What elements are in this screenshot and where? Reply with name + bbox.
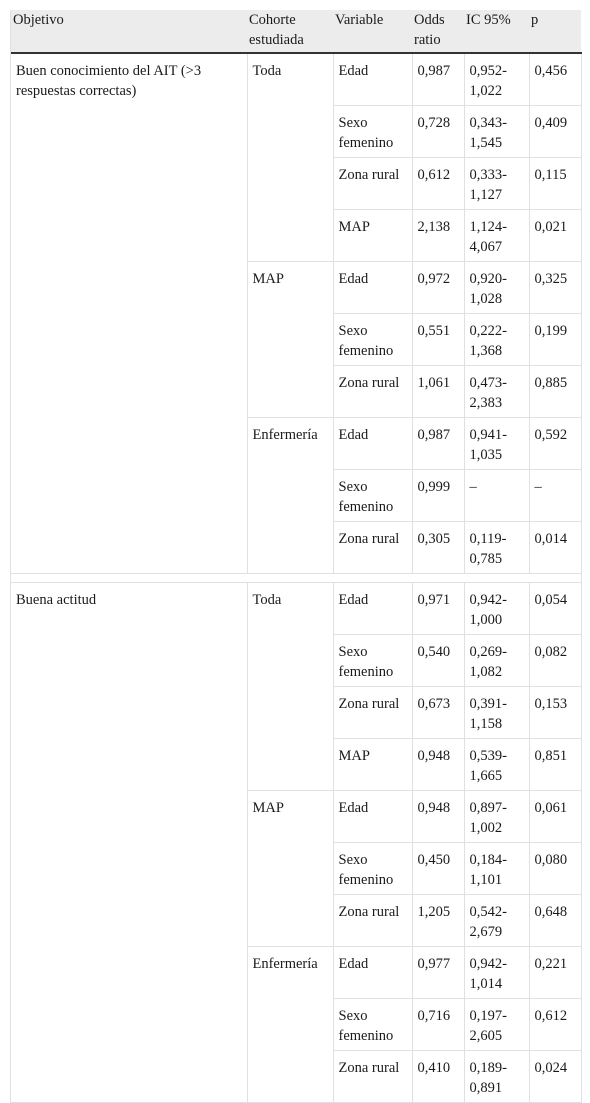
header-objetivo: Objetivo <box>11 10 247 53</box>
p-value-cell: 0,082 <box>529 635 581 687</box>
ic-95-cell: 0,197-2,605 <box>464 999 529 1051</box>
odds-ratio-cell: 0,971 <box>412 583 464 635</box>
header-odds-ratio: Odds ratio <box>412 10 464 53</box>
p-value-cell: 0,061 <box>529 791 581 843</box>
p-value-cell: 0,153 <box>529 687 581 739</box>
p-value-cell: 0,221 <box>529 947 581 999</box>
p-value-cell: 0,115 <box>529 158 581 210</box>
p-value-cell: 0,409 <box>529 106 581 158</box>
odds-ratio-cell: 0,948 <box>412 791 464 843</box>
ic-95-cell: 0,119-0,785 <box>464 522 529 574</box>
variable-cell: Zona rural <box>333 895 412 947</box>
odds-ratio-cell: 0,410 <box>412 1051 464 1103</box>
cohorte-cell: Toda <box>247 53 333 262</box>
ic-95-cell: 0,391-1,158 <box>464 687 529 739</box>
odds-ratio-cell: 0,987 <box>412 53 464 106</box>
cohorte-cell: MAP <box>247 262 333 418</box>
odds-ratio-cell: 0,728 <box>412 106 464 158</box>
p-value-cell: 0,014 <box>529 522 581 574</box>
odds-ratio-cell: 0,716 <box>412 999 464 1051</box>
ic-95-cell: 0,189-0,891 <box>464 1051 529 1103</box>
variable-cell: Edad <box>333 583 412 635</box>
header-p: p <box>529 10 581 53</box>
ic-95-cell: 0,473-2,383 <box>464 366 529 418</box>
header-cohorte: Cohorte estudiada <box>247 10 333 53</box>
odds-ratio-cell: 2,138 <box>412 210 464 262</box>
ic-95-cell: 0,222-1,368 <box>464 314 529 366</box>
variable-cell: MAP <box>333 739 412 791</box>
variable-cell: Zona rural <box>333 366 412 418</box>
ic-95-cell: 0,897-1,002 <box>464 791 529 843</box>
odds-ratio-cell: 0,540 <box>412 635 464 687</box>
variable-cell: Zona rural <box>333 687 412 739</box>
variable-cell: Sexo femenino <box>333 106 412 158</box>
ic-95-cell: 0,343-1,545 <box>464 106 529 158</box>
ic-95-cell: 0,269-1,082 <box>464 635 529 687</box>
variable-cell: Sexo femenino <box>333 843 412 895</box>
table-row <box>11 53 581 106</box>
variable-cell: Sexo femenino <box>333 314 412 366</box>
odds-ratio-cell: 0,972 <box>412 262 464 314</box>
variable-cell: Edad <box>333 947 412 999</box>
odds-ratio-cell: 0,305 <box>412 522 464 574</box>
variable-cell: Edad <box>333 791 412 843</box>
odds-ratio-cell: 0,612 <box>412 158 464 210</box>
header-variable: Variable <box>333 10 412 53</box>
odds-ratio-cell: 0,977 <box>412 947 464 999</box>
ic-95-cell: – <box>464 470 529 522</box>
objetivo-cell: Buena actitud <box>11 583 247 1103</box>
odds-ratio-cell: 0,999 <box>412 470 464 522</box>
cohorte-cell: Toda <box>247 583 333 791</box>
p-value-cell: 0,021 <box>529 210 581 262</box>
ic-95-cell: 0,542-2,679 <box>464 895 529 947</box>
cohorte-cell: MAP <box>247 791 333 947</box>
variable-cell: Sexo femenino <box>333 999 412 1051</box>
cohorte-cell: Enfermería <box>247 418 333 574</box>
cohorte-cell: Enfermería <box>247 947 333 1103</box>
ic-95-cell: 0,184-1,101 <box>464 843 529 895</box>
variable-cell: Zona rural <box>333 158 412 210</box>
odds-ratio-table <box>11 10 582 1103</box>
p-value-cell: 0,054 <box>529 583 581 635</box>
ic-95-cell: 0,942-1,000 <box>464 583 529 635</box>
variable-cell: Edad <box>333 53 412 106</box>
table-header-row <box>11 10 581 53</box>
variable-cell: Edad <box>333 418 412 470</box>
objetivo-cell: Buen conocimiento del AIT (>3 respuestas correctas) <box>11 53 247 574</box>
ic-95-cell: 0,333-1,127 <box>464 158 529 210</box>
p-value-cell: 0,325 <box>529 262 581 314</box>
p-value-cell: 0,456 <box>529 53 581 106</box>
odds-ratio-cell: 1,205 <box>412 895 464 947</box>
odds-ratio-cell: 0,551 <box>412 314 464 366</box>
p-value-cell: 0,648 <box>529 895 581 947</box>
results-table-container <box>10 10 581 1103</box>
odds-ratio-cell: 0,673 <box>412 687 464 739</box>
ic-95-cell: 1,124-4,067 <box>464 210 529 262</box>
table-body <box>11 53 581 1103</box>
p-value-cell: 0,851 <box>529 739 581 791</box>
header-ic-95: IC 95% <box>464 10 529 53</box>
p-value-cell: – <box>529 470 581 522</box>
variable-cell: Sexo femenino <box>333 470 412 522</box>
variable-cell: Zona rural <box>333 522 412 574</box>
ic-95-cell: 0,942-1,014 <box>464 947 529 999</box>
ic-95-cell: 0,539-1,665 <box>464 739 529 791</box>
p-value-cell: 0,592 <box>529 418 581 470</box>
p-value-cell: 0,885 <box>529 366 581 418</box>
variable-cell: MAP <box>333 210 412 262</box>
table-row <box>11 583 581 635</box>
ic-95-cell: 0,941-1,035 <box>464 418 529 470</box>
ic-95-cell: 0,920-1,028 <box>464 262 529 314</box>
odds-ratio-cell: 0,450 <box>412 843 464 895</box>
group-separator <box>11 574 581 583</box>
variable-cell: Sexo femenino <box>333 635 412 687</box>
ic-95-cell: 0,952-1,022 <box>464 53 529 106</box>
odds-ratio-cell: 1,061 <box>412 366 464 418</box>
p-value-cell: 0,024 <box>529 1051 581 1103</box>
odds-ratio-cell: 0,987 <box>412 418 464 470</box>
odds-ratio-cell: 0,948 <box>412 739 464 791</box>
p-value-cell: 0,080 <box>529 843 581 895</box>
p-value-cell: 0,199 <box>529 314 581 366</box>
variable-cell: Zona rural <box>333 1051 412 1103</box>
p-value-cell: 0,612 <box>529 999 581 1051</box>
variable-cell: Edad <box>333 262 412 314</box>
